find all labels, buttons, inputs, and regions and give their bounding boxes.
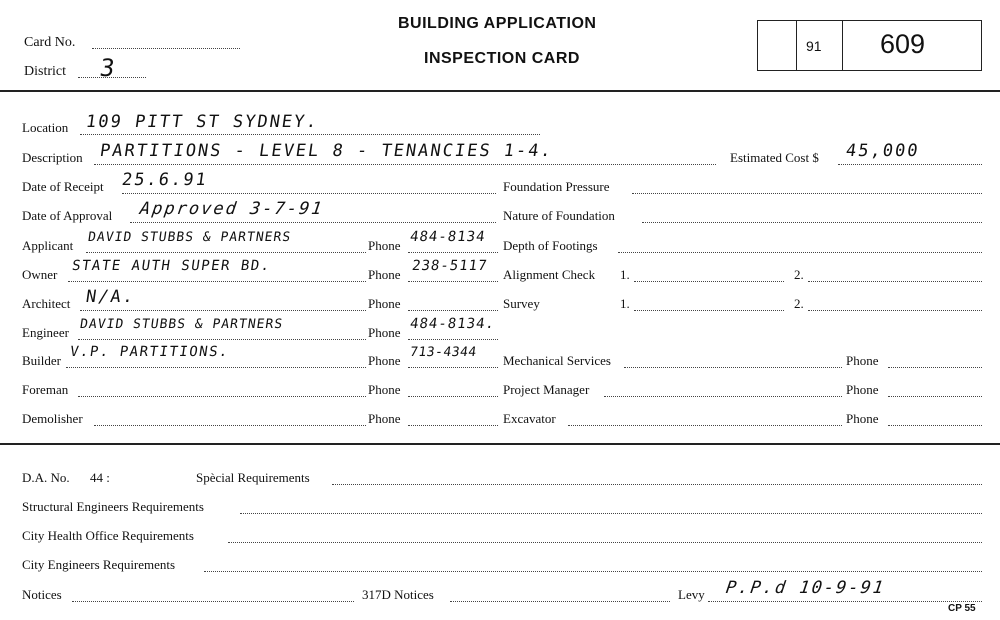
- project-manager-field: [604, 396, 842, 397]
- mechanical-services-phone-field: [888, 367, 982, 368]
- applicant-field: [86, 252, 366, 253]
- structural-requirements-label: Structural Engineers Requirements: [22, 499, 204, 514]
- builder-field: [66, 367, 366, 368]
- architect-label: Architect: [22, 296, 71, 311]
- applicant-phone-label: Phone: [368, 238, 401, 253]
- alignment-check-label: Alignment Check: [503, 267, 596, 282]
- builder-phone-value: 713-4344: [408, 345, 478, 360]
- location-label: Location: [22, 120, 69, 135]
- foundation-pressure-field: [632, 193, 982, 194]
- survey-2-field: [808, 310, 982, 311]
- engineer-value: DAVID STUBBS & PARTNERS: [78, 317, 285, 332]
- card-no-field: [92, 48, 240, 49]
- requirements-divider: [0, 443, 1000, 445]
- architect-phone-label: Phone: [368, 296, 401, 311]
- engineer-field: [78, 339, 366, 340]
- alignment-check-1-label: 1.: [620, 267, 630, 282]
- excavator-field: [568, 425, 842, 426]
- owner-phone-label: Phone: [368, 267, 401, 282]
- health-requirements-field: [228, 542, 982, 543]
- owner-phone-field: [408, 281, 498, 282]
- engineer-phone-label: Phone: [368, 325, 401, 340]
- card-number-box: [757, 20, 982, 71]
- levy-value: P.P.d 10-9-91: [724, 578, 887, 598]
- form-code: CP 55: [948, 603, 976, 614]
- header-divider: [0, 90, 1000, 92]
- demolisher-field: [94, 425, 366, 426]
- depth-of-footings-label: Depth of Footings: [503, 238, 598, 253]
- applicant-label: Applicant: [22, 238, 74, 253]
- levy-field: [708, 601, 982, 602]
- alignment-check-2-field: [808, 281, 982, 282]
- nature-of-foundation-field: [642, 222, 982, 223]
- special-requirements-label: Spècial Requirements: [196, 470, 310, 485]
- city-engineers-requirements-field: [204, 571, 982, 572]
- description-label: Description: [22, 150, 83, 165]
- engineer-phone-field: [408, 339, 498, 340]
- applicant-value: DAVID STUBBS & PARTNERS: [86, 230, 293, 245]
- depth-of-footings-field: [618, 252, 982, 253]
- date-of-receipt-label: Date of Receipt: [22, 179, 104, 194]
- architect-phone-field: [408, 310, 498, 311]
- notices-field: [72, 601, 354, 602]
- survey-1-label: 1.: [620, 296, 630, 311]
- structural-requirements-field: [240, 513, 982, 514]
- alignment-check-1-field: [634, 281, 784, 282]
- location-field: [80, 134, 540, 135]
- city-engineers-requirements-label: City Engineers Requirements: [22, 557, 176, 572]
- date-of-receipt-field: [122, 193, 496, 194]
- district-value: 3: [98, 54, 119, 82]
- applicant-phone-value: 484-8134: [408, 229, 487, 245]
- foreman-field: [78, 396, 366, 397]
- health-requirements-label: City Health Office Requirements: [22, 528, 194, 543]
- architect-value: N/A.: [84, 287, 137, 307]
- box-card-number: 609: [880, 29, 926, 59]
- box-divider-1: [796, 21, 797, 70]
- estimated-cost-value: 45,000: [844, 141, 921, 161]
- builder-phone-field: [408, 367, 498, 368]
- owner-field: [68, 281, 366, 282]
- box-year-value: 91: [806, 38, 822, 54]
- engineer-phone-value: 484-8134.: [408, 316, 496, 332]
- box-divider-2: [842, 21, 843, 70]
- engineer-label: Engineer: [22, 325, 69, 340]
- foreman-phone-label: Phone: [368, 382, 401, 397]
- date-of-approval-value: Approved 3-7-91: [138, 199, 325, 219]
- project-manager-label: Project Manager: [503, 382, 590, 397]
- notices-label: Notices: [22, 587, 62, 602]
- project-manager-phone-label: Phone: [846, 382, 879, 397]
- estimated-cost-label: Estimated Cost $: [730, 150, 819, 165]
- project-manager-phone-field: [888, 396, 982, 397]
- demolisher-label: Demolisher: [22, 411, 83, 426]
- foreman-phone-field: [408, 396, 498, 397]
- description-field: [94, 164, 716, 165]
- da-no-label: D.A. No.: [22, 470, 70, 485]
- architect-field: [80, 310, 366, 311]
- special-requirements-field: [332, 484, 982, 485]
- owner-phone-value: 238-5117: [410, 258, 489, 274]
- mechanical-services-field: [624, 367, 842, 368]
- survey-label: Survey: [503, 296, 540, 311]
- foundation-pressure-label: Foundation Pressure: [503, 179, 610, 194]
- card-title-line1: BUILDING APPLICATION: [398, 15, 597, 32]
- demolisher-phone-label: Phone: [368, 411, 401, 426]
- levy-label: Levy: [678, 587, 705, 602]
- card-no-label: Card No.: [24, 35, 76, 50]
- excavator-phone-field: [888, 425, 982, 426]
- builder-label: Builder: [22, 353, 61, 368]
- date-of-approval-field: [130, 222, 496, 223]
- estimated-cost-field: [838, 164, 982, 165]
- owner-value: STATE AUTH SUPER BD.: [70, 258, 272, 274]
- nature-of-foundation-label: Nature of Foundation: [503, 208, 615, 223]
- alignment-check-2-label: 2.: [794, 267, 804, 282]
- survey-1-field: [634, 310, 784, 311]
- excavator-label: Excavator: [503, 411, 556, 426]
- foreman-label: Foreman: [22, 382, 69, 397]
- date-of-approval-label: Date of Approval: [22, 208, 113, 223]
- builder-value: V.P. PARTITIONS.: [68, 344, 230, 360]
- excavator-phone-label: Phone: [846, 411, 879, 426]
- demolisher-phone-field: [408, 425, 498, 426]
- notices-317d-field: [450, 601, 670, 602]
- mechanical-services-phone-label: Phone: [846, 353, 879, 368]
- card-title-line2: INSPECTION CARD: [424, 50, 580, 67]
- owner-label: Owner: [22, 267, 58, 282]
- da-no-value: 44 :: [90, 470, 110, 485]
- applicant-phone-field: [408, 252, 498, 253]
- location-value: 109 PITT ST SYDNEY.: [84, 112, 320, 132]
- district-label: District: [24, 64, 66, 79]
- survey-2-label: 2.: [794, 296, 804, 311]
- builder-phone-label: Phone: [368, 353, 401, 368]
- date-of-receipt-value: 25.6.91: [120, 170, 210, 190]
- notices-317d-label: 317D Notices: [362, 587, 434, 602]
- mechanical-services-label: Mechanical Services: [503, 353, 611, 368]
- description-value: PARTITIONS - LEVEL 8 - TENANCIES 1-4.: [98, 141, 555, 161]
